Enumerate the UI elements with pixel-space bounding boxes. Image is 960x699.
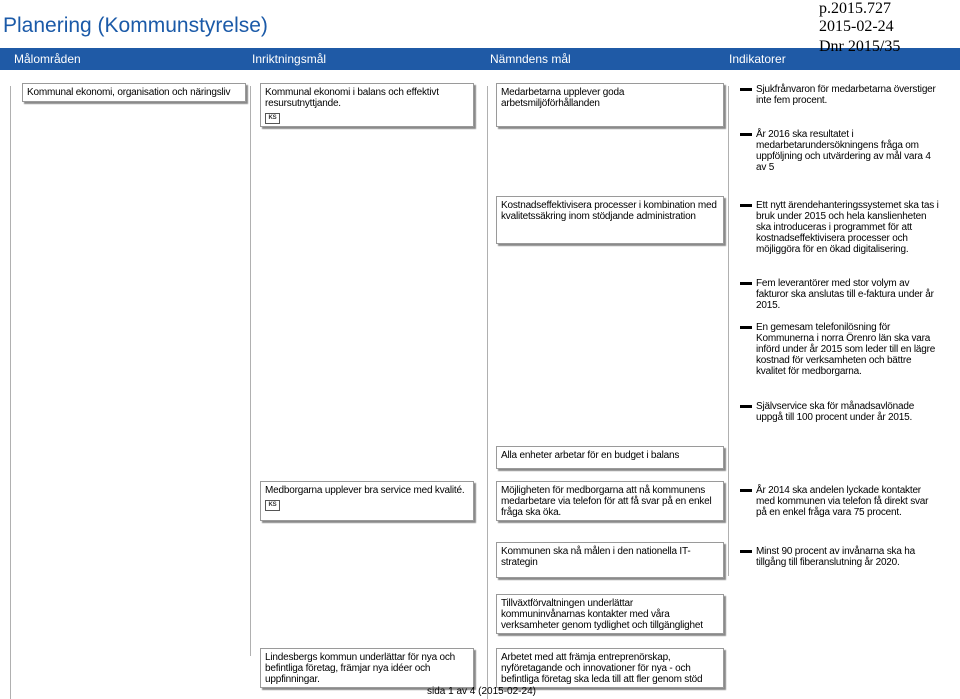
connector-col1 (10, 86, 11, 699)
inriktningsmal-item[interactable] (260, 83, 474, 127)
inriktningsmal-label: Medborgarna upplever bra service med kvalité. (265, 485, 465, 496)
inriktningsmal-item[interactable] (260, 481, 474, 521)
indicator-dash-icon (740, 550, 752, 553)
indikator-item[interactable] (740, 322, 940, 377)
indikator-item[interactable] (740, 485, 940, 518)
indicator-dash-icon (740, 282, 752, 285)
inriktningsmal-label: Lindesbergs kommun underlättar för nya och befintliga företag, främjar nya idéer och uppfinningar. (265, 652, 456, 685)
connector-col4 (728, 86, 729, 576)
header-inriktningsmal: Inriktningsmål (252, 52, 327, 66)
indicator-dash-icon (740, 88, 752, 91)
indicator-dash-icon (740, 326, 752, 329)
ks-badge-icon: KS (265, 500, 280, 511)
indicator-dash-icon (740, 405, 752, 408)
indikator-label: År 2016 ska resultatet i medarbetarundersökningens fråga om uppföljning och utvärdering av mål vara 4 av 5 (756, 129, 931, 173)
namndens-mal-label: Kostnadseffektivisera processer i kombination med kvalitetssäkring inom stödjande administration (501, 200, 717, 222)
namndens-mal-label: Alla enheter arbetar för en budget i balans (501, 450, 680, 461)
namndens-mal-label: Möjligheten för medborgarna att nå kommunens medarbetare via telefon för att få svar på en enkel fråga ska öka. (501, 485, 712, 518)
page-footer: sida 1 av 4 (2015-02-24) (427, 686, 536, 697)
inriktningsmal-label: Kommunal ekonomi i balans och effektivt resursutnyttjande. (265, 87, 439, 109)
connector-col3 (487, 86, 488, 699)
stamp-reference: p.2015.727 (819, 0, 891, 17)
malomrade-label: Kommunal ekonomi, organisation och näringsliv (27, 87, 231, 98)
namndens-mal-item[interactable] (496, 481, 724, 521)
malomrade-item[interactable] (22, 83, 246, 102)
column-header-bar (0, 48, 960, 70)
indikator-item[interactable] (740, 129, 940, 173)
indikator-label: Sjukfrånvaron för medarbetarna överstiger inte fem procent. (756, 84, 936, 106)
namndens-mal-label: Arbetet med att främja entreprenörskap, nyföretagande och innovationer för nya - och befintliga företag ska leda till att fler genom stöd (501, 652, 703, 685)
namndens-mal-item[interactable] (496, 83, 724, 127)
inriktningsmal-item[interactable] (260, 648, 474, 688)
indikator-label: År 2014 ska andelen lyckade kontakter med kommunen via telefon få direkt svar på en enkel fråga vara 75 procent. (756, 485, 929, 518)
connector-col2 (250, 86, 251, 656)
header-indikatorer: Indikatorer (729, 52, 786, 66)
indikator-label: Självservice ska för månadsavlönade uppgå till 100 procent under år 2015. (756, 401, 915, 423)
stamp-diarienummer: Dnr 2015/35 (819, 38, 901, 55)
namndens-mal-item[interactable] (496, 446, 724, 469)
indikator-item[interactable] (740, 84, 940, 106)
namndens-mal-label: Tillväxtförvaltningen underlättar kommuninvånarnas kontakter med våra verksamheter genom tydlighet och tillgänglighet (501, 598, 703, 631)
namndens-mal-item[interactable] (496, 594, 724, 634)
indicator-dash-icon (740, 489, 752, 492)
indicator-dash-icon (740, 133, 752, 136)
page-title: Planering (Kommunstyrelse) (3, 14, 268, 37)
namndens-mal-label: Kommunen ska nå målen i den nationella IT-strategin (501, 546, 691, 568)
namndens-mal-item[interactable] (496, 196, 724, 244)
namndens-mal-item[interactable] (496, 648, 724, 688)
header-namndens-mal: Nämndens mål (490, 52, 571, 66)
indikator-label: En gemesam telefonilösning för Kommunerna i norra Örenro län ska vara införd under år 2015 som leder till en lägre kostnad för verksamheten och bättre kvalitet för medborgarna. (756, 322, 936, 377)
indikator-label: Ett nytt ärendehanteringssystemet ska tas i bruk under 2015 och hela kanslienheten ska introduceras i programmet för att kostnadseffektivisera processer och möjliggöra för en ökad digitalisering. (756, 200, 939, 255)
indikator-item[interactable] (740, 278, 940, 311)
indikator-label: Minst 90 procent av invånarna ska ha tillgång till fiberanslutning år 2020. (756, 546, 916, 568)
indikator-item[interactable] (740, 546, 940, 568)
namndens-mal-item[interactable] (496, 542, 724, 578)
header-malomraden: Målområden (14, 52, 81, 66)
indicator-dash-icon (740, 204, 752, 207)
ks-badge-icon: KS (265, 113, 280, 124)
indikator-item[interactable] (740, 401, 940, 423)
stamp-date: 2015-02-24 (819, 18, 894, 35)
indikator-label: Fem leverantörer med stor volym av fakturor ska anslutas till e-faktura under år 2015. (756, 278, 934, 311)
namndens-mal-label: Medarbetarna upplever goda arbetsmiljöförhållanden (501, 87, 625, 109)
indikator-item[interactable] (740, 200, 940, 255)
